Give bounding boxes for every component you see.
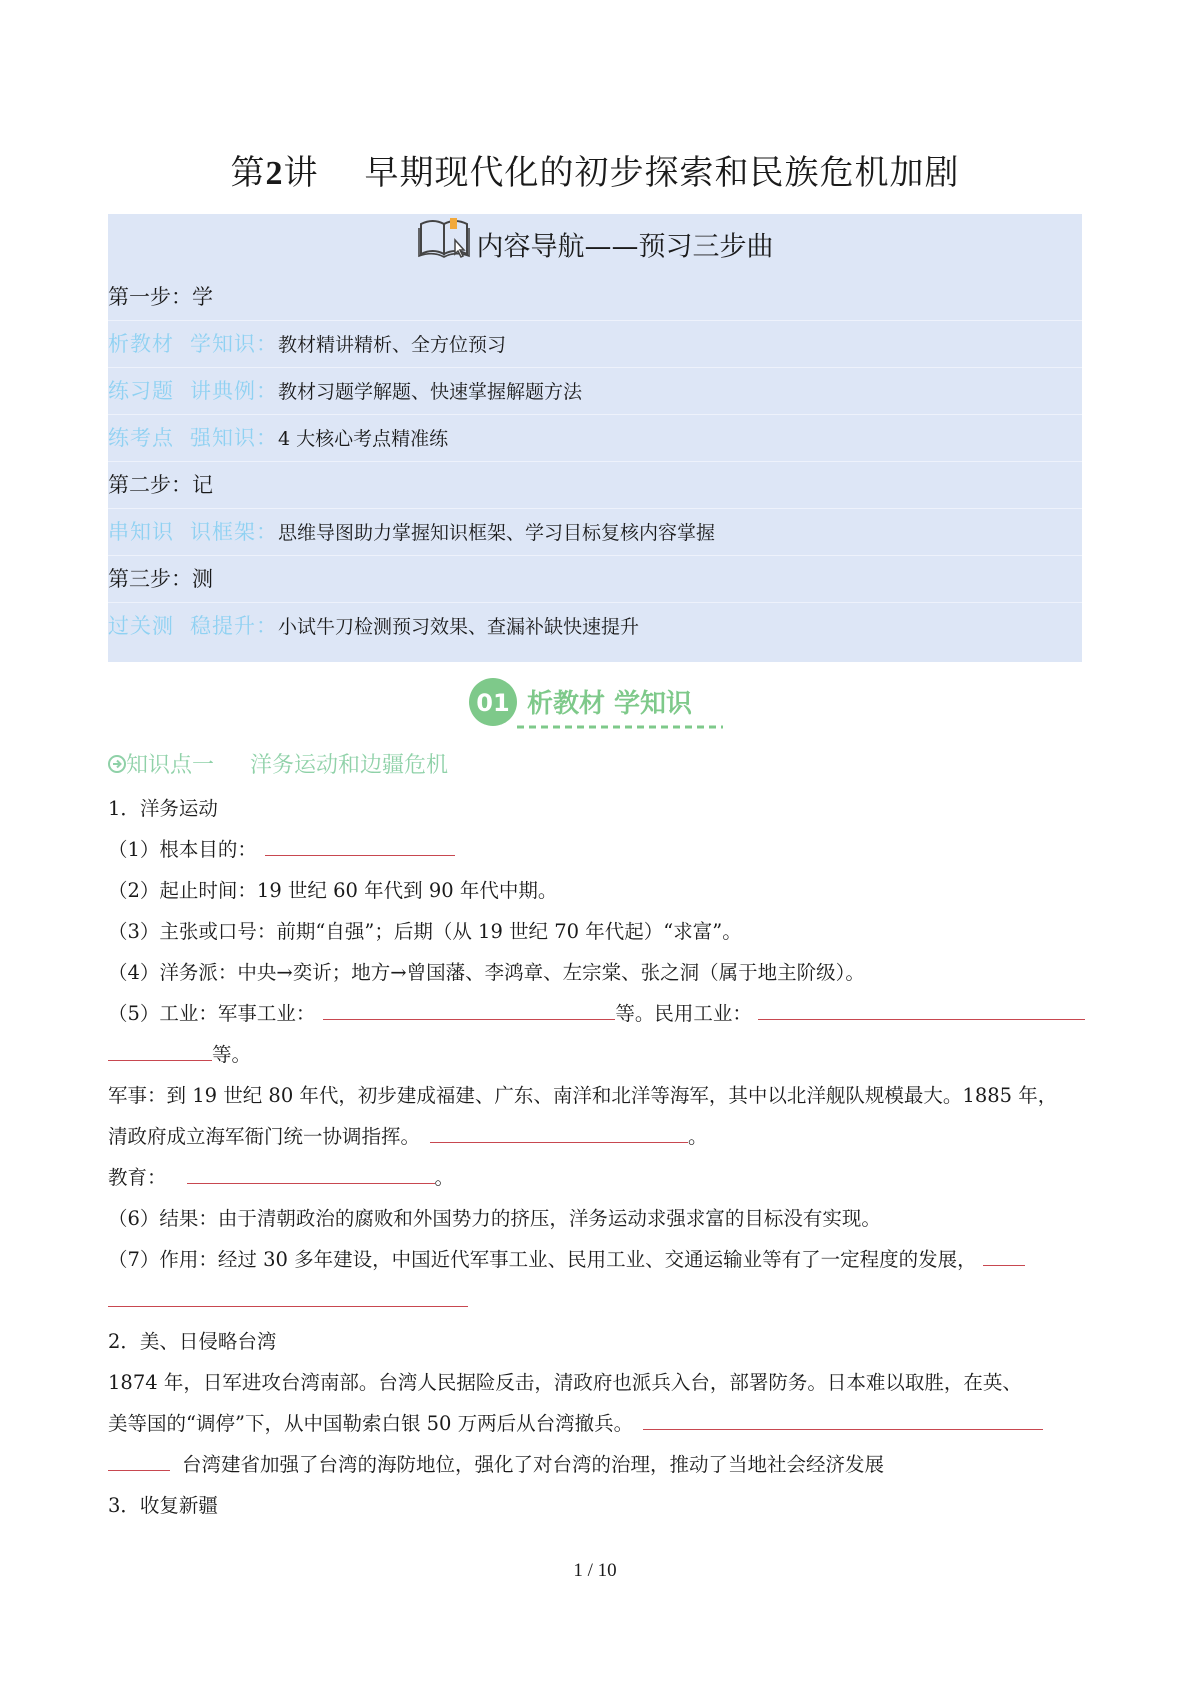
banner-number: 01 <box>476 689 510 717</box>
fill-blank[interactable] <box>430 1141 688 1143</box>
heading-3: 3．收复新疆 <box>108 1494 218 1517</box>
heading-2: 2．美、日侵略台湾 <box>108 1330 277 1353</box>
content-line-10: （7）作用：经过 30 多年建设，中国近代军事工业、民用工业、交通运输业等有了一定程度的发展， <box>108 1246 1025 1274</box>
nav-desc-2: 教材习题学解题、快速掌握解题方法 <box>278 381 583 403</box>
section-banner <box>465 675 725 735</box>
content-line-2: （2）起止时间：19 世纪 60 年代到 90 年代中期。 <box>108 879 558 902</box>
content-line-13: 台湾建省加强了台湾的海防地位，强化了对台湾的治理，推动了当地社会经济发展 <box>108 1451 884 1479</box>
fill-blank[interactable] <box>108 1305 468 1307</box>
fill-blank[interactable] <box>187 1182 435 1184</box>
title-text: 早期现代化的初步探索和民族危机加剧 <box>364 153 960 193</box>
step1-label: 第一步：学 <box>108 285 213 309</box>
fill-blank[interactable] <box>983 1264 1025 1266</box>
book-pointer-icon <box>417 214 473 282</box>
nav-tag-5: 过关测 稳提升： <box>108 614 278 638</box>
nav-desc-4: 思维导图助力掌握知识框架、学习目标复核内容掌握 <box>278 522 716 544</box>
content-line-4: （4）洋务派：中央→奕䜣；地方→曾国藩、李鸿章、左宗棠、张之洞（属于地主阶级）。 <box>108 961 865 984</box>
nav-row-1 <box>108 321 1082 368</box>
kp-label: 知识点一 <box>126 753 215 778</box>
step3-label: 第三步：测 <box>108 567 213 591</box>
content-navigation-box <box>108 214 1082 662</box>
nav-desc-3: 4 大核心考点精准练 <box>278 428 449 450</box>
nav-desc-1: 教材精讲精析、全方位预习 <box>278 334 507 356</box>
nav-header <box>108 214 1082 274</box>
content-line-11: 1874 年，日军进攻台湾南部。台湾人民据险反击，清政府也派兵入台，部署防务。日本难以取胜，在英、 <box>108 1371 1022 1394</box>
step2-row <box>108 462 1082 509</box>
fill-blank[interactable] <box>643 1428 1043 1430</box>
nav-row-3 <box>108 415 1082 462</box>
lecture-number: 2 <box>265 155 284 192</box>
content-line-8: 教育： 。 <box>108 1166 455 1189</box>
content-line-9: （6）结果：由于清朝政治的腐败和外国势力的挤压，洋务运动求强求富的目标没有实现。 <box>108 1207 881 1230</box>
fill-blank[interactable] <box>108 1469 170 1471</box>
fill-blank[interactable] <box>265 854 455 856</box>
fill-blank[interactable] <box>323 1018 615 1020</box>
step1-row <box>108 274 1082 321</box>
content-line-12: 美等国的“调停”下，从中国勒索白银 50 万两后从台湾撤兵。 <box>108 1410 1043 1438</box>
nav-tag-2: 练习题 讲典例： <box>108 379 278 403</box>
content-line-5: （5）工业：军事工业： 等。民用工业： <box>108 1000 1085 1028</box>
content-line-6: 军事：到 19 世纪 80 年代，初步建成福建、广东、南洋和北洋等海军，其中以北洋舰队规模最大。1885 年， <box>108 1084 1058 1107</box>
fill-blank[interactable] <box>758 1018 1085 1020</box>
step2-label: 第二步：记 <box>108 473 213 497</box>
content-line-5-cont: 等。 <box>108 1041 251 1069</box>
nav-row-2 <box>108 368 1082 415</box>
nav-tag-3: 练考点 强知识： <box>108 426 278 450</box>
step3-row <box>108 556 1082 603</box>
heading-1: 1．洋务运动 <box>108 797 218 820</box>
nav-header-text: 内容导航——预习三步曲 <box>476 231 774 263</box>
title-suffix: 讲 <box>283 153 319 193</box>
page-number: 1 / 10 <box>573 1560 617 1581</box>
knowledge-point-heading <box>108 748 448 779</box>
nav-desc-5: 小试牛刀检测预习效果、查漏补缺快速提升 <box>278 616 640 638</box>
banner-text: 析教材 学知识 <box>527 689 693 719</box>
content-line-7: 清政府成立海军衙门统一协调指挥。 。 <box>108 1125 708 1148</box>
content-line-10-cont <box>108 1287 468 1315</box>
nav-tag-1: 析教材 学知识： <box>108 332 278 356</box>
arrow-circle-icon <box>108 754 126 779</box>
nav-tag-4: 串知识 识框架： <box>108 520 278 544</box>
kp-title: 洋务运动和边疆危机 <box>250 753 449 778</box>
nav-row-5 <box>108 603 1082 649</box>
page-title <box>0 145 1190 194</box>
title-prefix: 第 <box>230 153 266 193</box>
content-line-3: （3）主张或口号：前期“自强”；后期（从 19 世纪 70 年代起）“求富”。 <box>108 920 742 943</box>
fill-blank[interactable] <box>108 1059 212 1061</box>
nav-row-4 <box>108 509 1082 556</box>
content-line-1: （1）根本目的： <box>108 836 455 864</box>
